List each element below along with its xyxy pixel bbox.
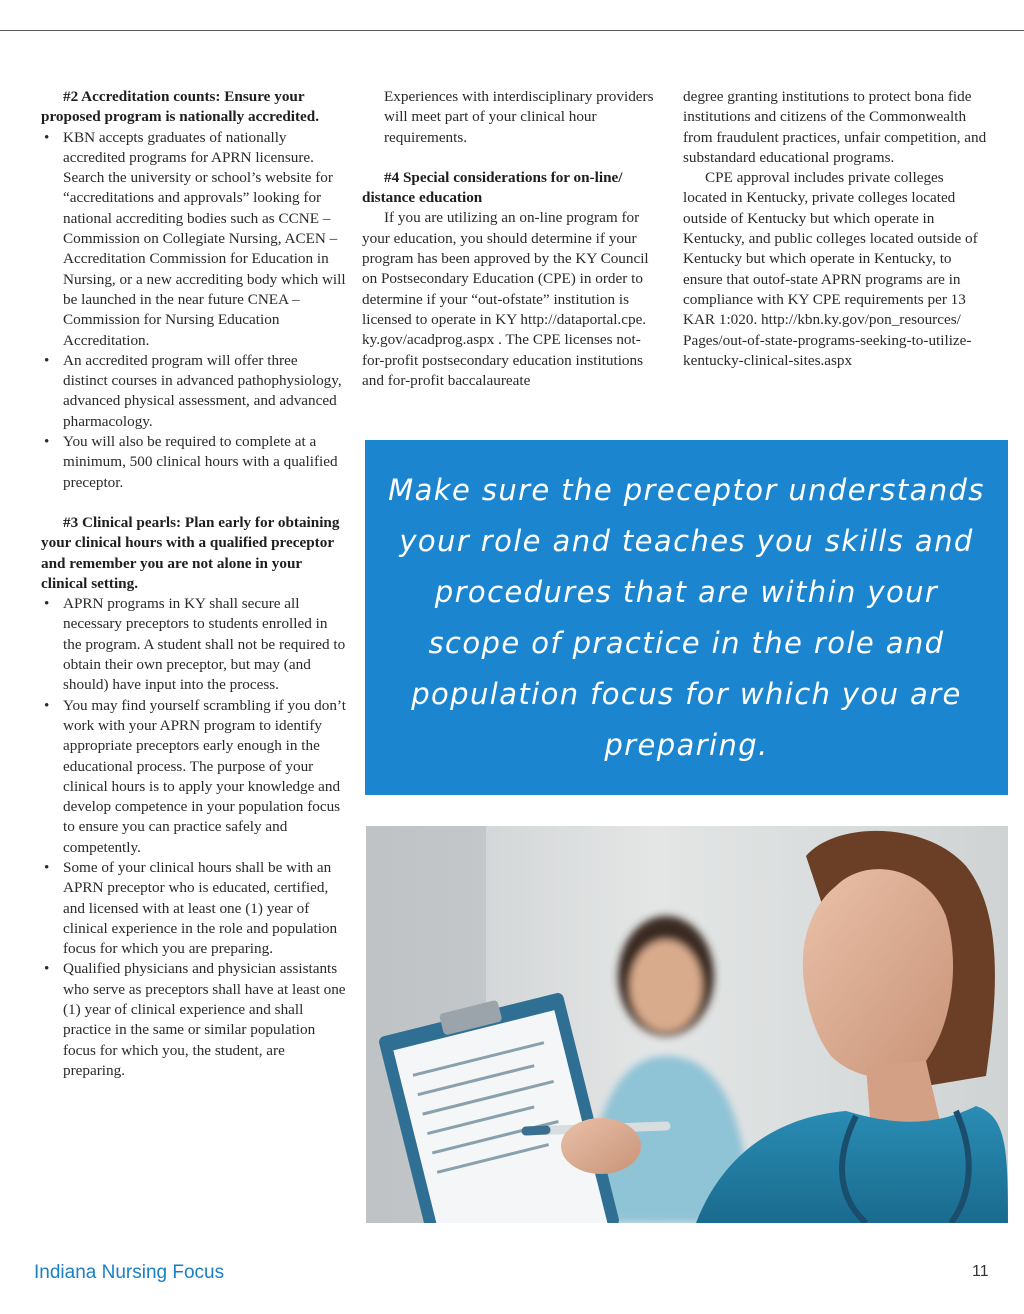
section-3-heading: #3 Clinical pearls: Plan early for obtaining your clinical hours with a qualified preceptor and remember you are not alone in your clinical setting. <box>41 513 340 592</box>
list-item: • Some of your clinical hours shall be with an APRN preceptor who is educated, certified, and licensed with at least one (1) year of clinical experience in the role and population focus for which you are preparing. <box>41 858 346 959</box>
section-3-continuation: Experiences with interdisciplinary providers will meet part of your clinical hour requirements. <box>384 88 654 146</box>
nurse-with-clipboard-illustration <box>366 826 1008 1223</box>
list-item: • KBN accepts graduates of nationally accredited programs for APRN licensure. Search the university or school’s website for “accreditations and approvals” looking for national accrediting bodies such as CCNE – Commission on Collegiate Nursing, ACEN –Accreditation Commission for Education in Nursing, or a new accrediting body which will be launched in the near future CNEA – Commission for Nursing Education Accreditation. <box>41 128 346 351</box>
section-2-list <box>41 128 346 493</box>
section-4-paragraph: If you are utilizing an on-line program for your education, you should determine if your program has been approved by the KY Council on Postsecondary Education (CPE) in order to determine if your “out-ofstate” institution is licensed to operate in KY http://dataportal.cpe. ky.gov/acadprog.aspx . The CPE licenses not-for-profit postsecondary education institutions and for-profit baccalaureate <box>362 209 649 389</box>
section-4-continuation: degree granting institutions to protect bona fide institutions and citizens of the Commonwealth from fraudulent practices, unfair competition, and substandard educational programs. <box>683 88 987 166</box>
top-rule <box>0 30 1024 31</box>
list-item: • You will also be required to complete at a minimum, 500 clinical hours with a qualified preceptor. <box>41 432 346 493</box>
nurse-photo <box>366 826 1008 1223</box>
page-number: 11 <box>972 1263 989 1280</box>
column-3 <box>683 87 988 371</box>
section-4-heading: #4 Special considerations for on-line/ distance education <box>362 168 623 207</box>
list-item: • You may find yourself scrambling if you don’t work with your APRN program to identify appropriate preceptors early enough in the educational process. The purpose of your clinical hours is to apply your knowledge and develop competence in your population focus to ensure you can practice safely and competently. <box>41 696 346 858</box>
list-item: • An accredited program will offer three distinct courses in advanced pathophysiology, advanced physical assessment, and advanced pharmacology. <box>41 351 346 432</box>
pull-quote-text: Make sure the preceptor understands your role and teaches you skills and procedures that are within your scope of practice in the role and population focus for which you are preparing. <box>388 472 985 762</box>
list-item: • APRN programs in KY shall secure all necessary preceptors to students enrolled in the program. A student shall not be required to obtain their own preceptor, but may (and should) have input into the process. <box>41 594 346 695</box>
publication-title: Indiana Nursing Focus <box>34 1262 225 1283</box>
section-3-list <box>41 594 346 1081</box>
pull-quote-box <box>365 440 1008 795</box>
column-2 <box>362 87 662 391</box>
section-2-heading: #2 Accreditation counts: Ensure your proposed program is nationally accredited. <box>41 88 320 126</box>
column-1 <box>41 87 346 1081</box>
list-item: • Qualified physicians and physician assistants who serve as preceptors shall have at least one (1) year of clinical experience and shall practice in the same or similar population focus for which you, the student, are preparing. <box>41 959 346 1081</box>
cpe-approval-paragraph: CPE approval includes private colleges located in Kentucky, private colleges located outside of Kentucky but which operate in Kentucky, and public colleges located outside of Kentucky but which operate in Kentucky, to ensure that outof-state APRN programs are in compliance with KY CPE requirements per 13 KAR 1:020. http://kbn.ky.gov/pon_resources/ Pages/out-of-state-programs-seeking-to-utilize-kentucky-clinical-sites.aspx <box>683 169 978 369</box>
